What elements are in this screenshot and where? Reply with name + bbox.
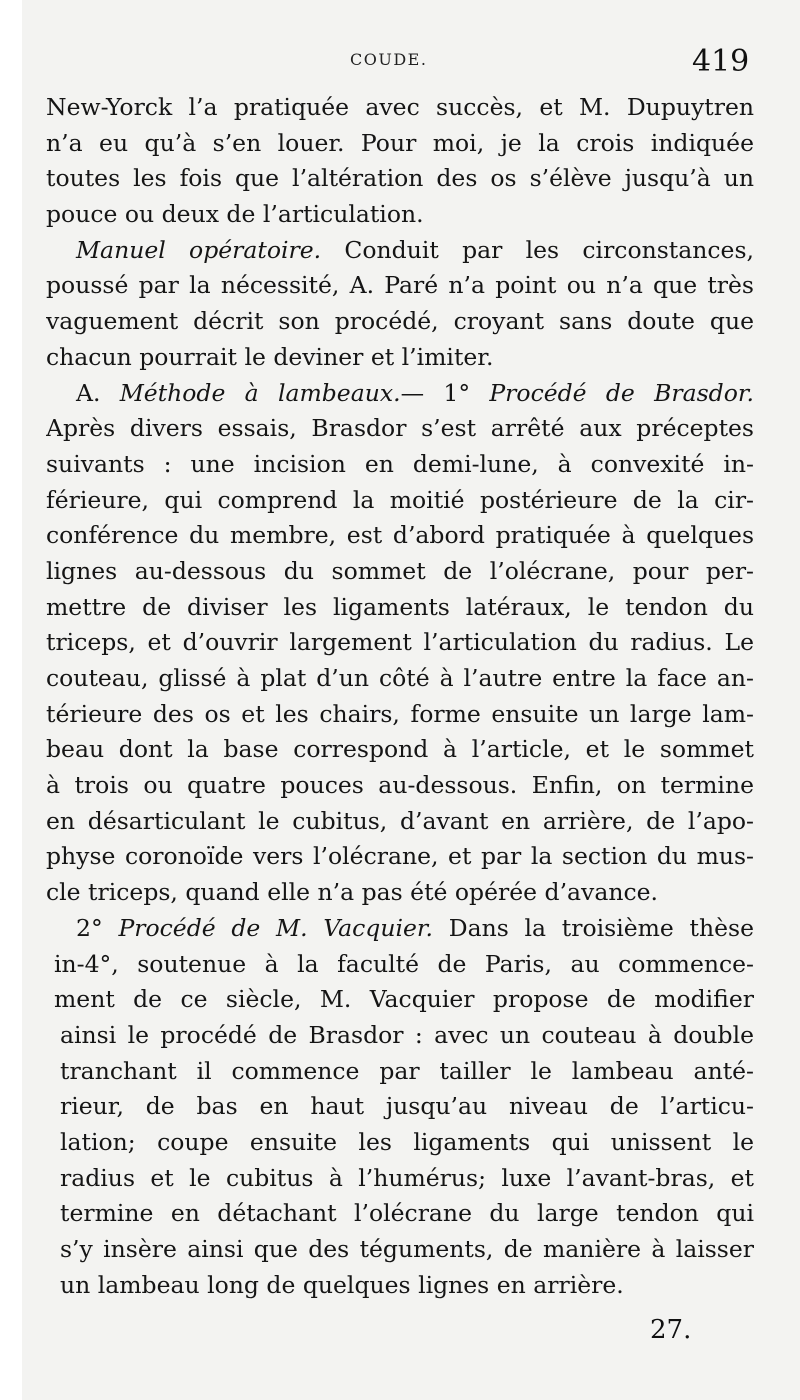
text-line: en désarticulant le cubitus, d’avant en arrière, de l’apo-	[46, 806, 754, 835]
page-header	[0, 44, 800, 84]
text-line: New-Yorck l’a pratiquée avec succès, et M. Dupuytren	[46, 93, 754, 121]
text-line: tranchant il commence par tailler le lambeau anté-	[60, 1056, 754, 1085]
text-line: à trois ou quatre pouces au-dessous. Enfin, on termine	[46, 771, 754, 800]
text-line: s’y insère ainsi que des téguments, de manière à laisser	[60, 1235, 754, 1263]
text-line: ment de ce siècle, M. Vacquier propose de modifier	[54, 985, 754, 1014]
text-line: Après divers essais, Brasdor s’est arrêté aux préceptes	[46, 414, 754, 443]
text-line: couteau, glissé à plat d’un côté à l’autre entre la face an-	[46, 664, 754, 692]
text-line: lation; coupe ensuite les ligaments qui unissent le	[60, 1127, 754, 1156]
text-line: suivants : une incision en demi-lune, à convexité in-	[46, 449, 754, 478]
running-head: COUDE.	[350, 50, 428, 69]
text-line: un lambeau long de quelques lignes en arrière.	[60, 1270, 624, 1299]
text-line: in-4°, soutenue à la faculté de Paris, au commence-	[54, 949, 754, 978]
section-heading-line: A. Méthode à lambeaux.— 1° Procédé de Brasdor.	[76, 378, 754, 407]
text-line: triceps, et d’ouvrir largement l’articulation du radius. Le	[46, 628, 754, 657]
text-line: toutes les fois que l’altération des os s’élève jusqu’à un	[46, 164, 754, 193]
text-line: pouce ou deux de l’articulation.	[46, 200, 424, 229]
body-text	[46, 90, 754, 1303]
text-line: n’a eu qu’à s’en louer. Pour moi, je la crois indiquée	[46, 128, 754, 157]
text-line: vaguement décrit son procédé, croyant sans doute que	[46, 307, 754, 336]
text-line: termine en détachant l’olécrane du large tendon qui	[60, 1199, 754, 1228]
text-line: cle triceps, quand elle n’a pas été opérée d’avance.	[46, 878, 659, 907]
text-line: physe coronoïde vers l’olécrane, et par la section du mus-	[46, 842, 754, 871]
text-line: térieure des os et les chairs, forme ensuite un large lam-	[46, 699, 754, 728]
signature-mark: 27.	[650, 1315, 692, 1345]
text-line: poussé par la nécessité, A. Paré n’a point ou n’a que très	[46, 271, 754, 300]
text-line: radius et le cubitus à l’humérus; luxe l’avant-bras, et	[60, 1163, 754, 1192]
text-line: conférence du membre, est d’abord pratiquée à quelques	[46, 521, 754, 550]
text-line: Manuel opératoire. Conduit par les circonstances,	[76, 235, 754, 264]
page-number: 419	[692, 44, 750, 79]
text-line: rieur, de bas en haut jusqu’au niveau de l’articu-	[60, 1092, 754, 1121]
text-line: beau dont la base correspond à l’article, et le sommet	[46, 735, 754, 764]
text-line: férieure, qui comprend la moitié postérieure de la cir-	[46, 485, 754, 514]
text-line: chacun pourrait le deviner et l’imiter.	[46, 342, 494, 371]
text-line: lignes au-dessous du sommet de l’olécrane, pour per-	[46, 556, 754, 585]
page-footer	[0, 1315, 800, 1355]
text-line: mettre de diviser les ligaments latéraux, le tendon du	[46, 592, 754, 621]
page-margin-edge	[0, 0, 22, 1400]
section-heading-line: 2° Procédé de M. Vacquier. Dans la troisième thèse	[76, 913, 754, 942]
text-line: ainsi le procédé de Brasdor : avec un couteau à double	[60, 1020, 754, 1049]
